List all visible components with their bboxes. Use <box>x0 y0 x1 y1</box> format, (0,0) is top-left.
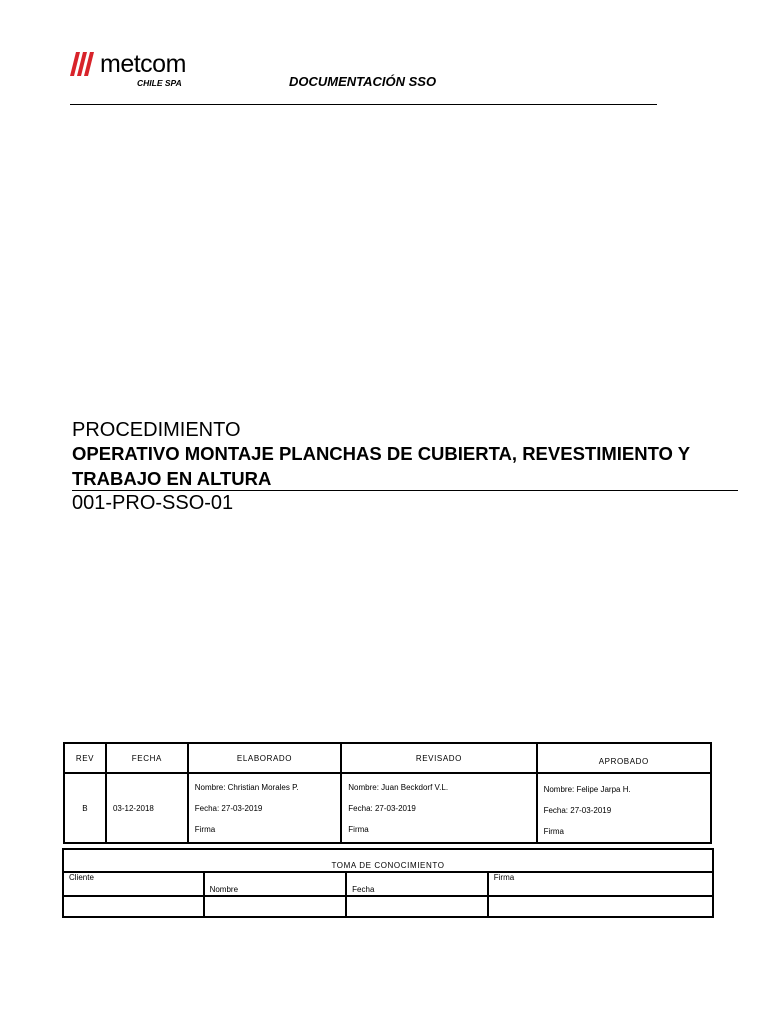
cliente-header: Cliente <box>63 872 204 896</box>
revisado-header: REVISADO <box>341 743 536 773</box>
aprobado-nombre: Nombre: Felipe Jarpa H. <box>543 784 631 794</box>
fecha-header: FECHA <box>106 743 188 773</box>
elaborado-firma: Firma <box>194 824 216 834</box>
logo-mark-icon <box>70 49 100 79</box>
aprobado-firma: Firma <box>543 826 565 836</box>
acknowledgement-header-row <box>63 872 713 896</box>
elaborado-nombre: Nombre: Christian Morales P. <box>194 782 299 792</box>
revisado-fecha: Fecha: 27-03-2019 <box>348 803 416 813</box>
rev-cell: B <box>64 773 106 843</box>
fecha-entry-cell <box>346 896 488 917</box>
acknowledgement-table <box>62 848 714 918</box>
acknowledgement-title-row <box>63 849 713 872</box>
logo-subtitle: CHILE SPA <box>137 78 182 88</box>
aprobado-cell <box>537 773 711 843</box>
elaborado-fecha: Fecha: 27-03-2019 <box>194 803 263 813</box>
logo-wordmark: metcom <box>100 50 186 78</box>
revisado-cell <box>341 773 536 843</box>
nombre-entry-cell <box>204 896 347 917</box>
revisado-firma: Firma <box>348 824 369 834</box>
header-divider <box>70 104 657 105</box>
company-logo <box>70 46 200 92</box>
firma-header: Firma <box>488 872 713 896</box>
fecha-cell: 03-12-2018 <box>106 773 188 843</box>
aprobado-fecha: Fecha: 27-03-2019 <box>543 805 612 815</box>
acknowledgement-title: TOMA DE CONOCIMIENTO <box>63 849 713 872</box>
rev-header: REV <box>64 743 106 773</box>
aprobado-header: APROBADO <box>537 743 711 773</box>
revisado-nombre: Nombre: Juan Beckdorf V.L. <box>348 782 449 792</box>
document-header-title: DOCUMENTACIÓN SSO <box>289 74 437 89</box>
elaborado-cell <box>188 773 342 843</box>
procedure-title: OPERATIVO MONTAJE PLANCHAS DE CUBIERTA, REVESTIMIENTO Y TRABAJO EN ALTURA <box>72 443 690 489</box>
acknowledgement-entry-row <box>63 896 713 917</box>
revision-row <box>64 773 711 843</box>
cliente-entry-cell <box>63 896 204 917</box>
fecha-ack-header: Fecha <box>346 872 488 896</box>
firma-entry-cell <box>488 896 713 917</box>
procedure-code: 001-PRO-SSO-01 <box>72 492 234 514</box>
nombre-header: Nombre <box>204 872 347 896</box>
procedure-label: PROCEDIMIENTO <box>72 419 241 441</box>
revision-header-row <box>64 743 711 773</box>
revision-table <box>63 742 712 844</box>
elaborado-header: ELABORADO <box>188 743 342 773</box>
